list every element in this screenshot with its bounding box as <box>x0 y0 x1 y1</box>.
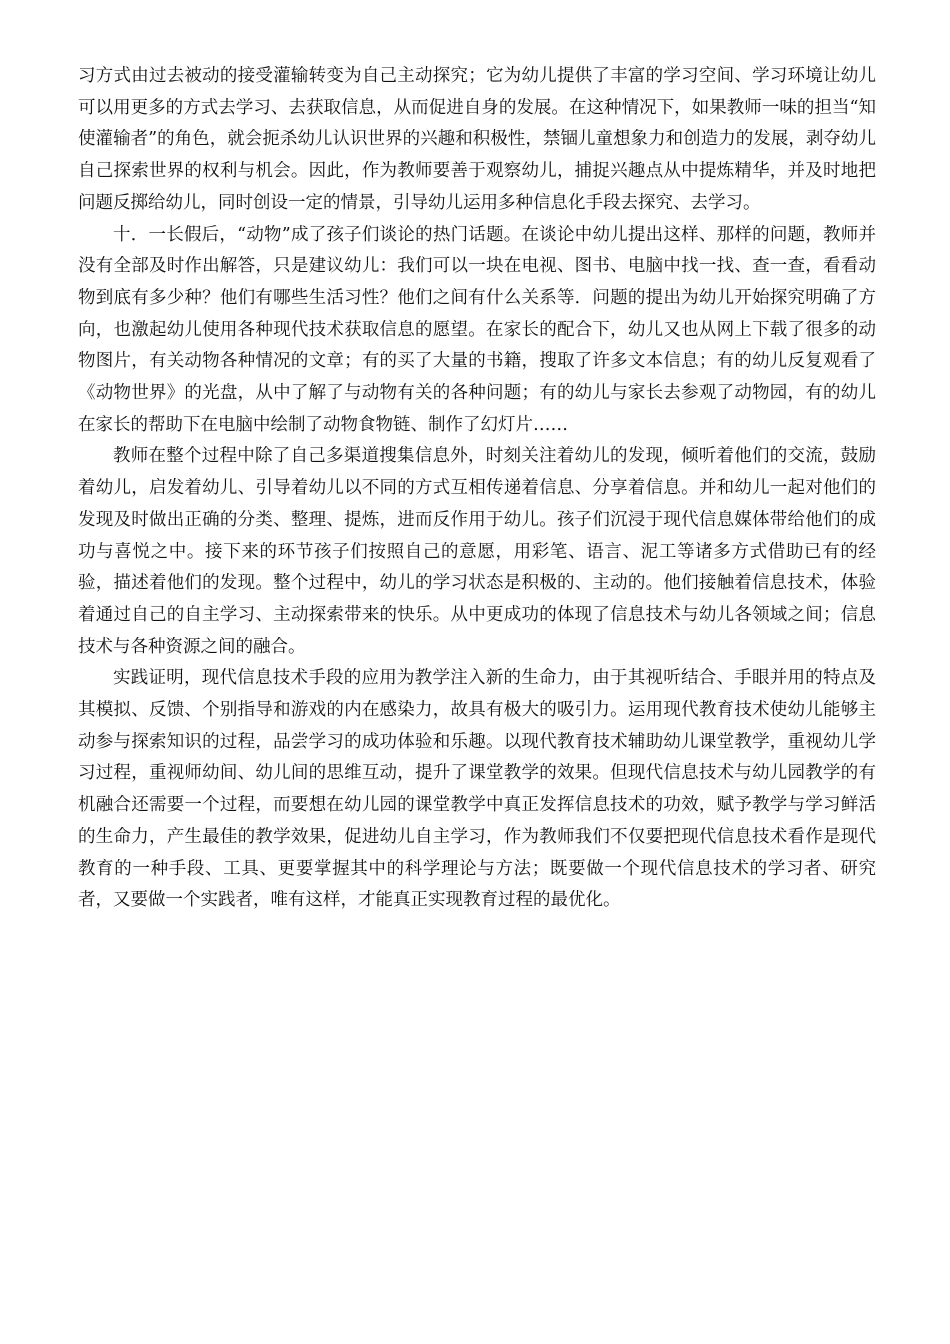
paragraph-teacher-role: 教师在整个过程中除了自己多渠道搜集信息外，时刻关注着幼儿的发现，倾听着他们的交流，鼓励着幼儿，启发着幼儿、引导着幼儿以不同的方式互相传递着信息、分享着信息。并和幼儿一起对他们的发现及时做出正确的分类、整理、提炼，进而反作用于幼儿。孩子们沉浸于现代信息媒体带给他们的成功与喜悦之中。接下来的环节孩子们按照自己的意愿，用彩笔、语言、泥工等诸多方式借助已有的经验，描述着他们的发现。整个过程中，幼儿的学习状态是积极的、主动的。他们接触着信息技术，体验着通过自己的自主学习、主动探索带来的快乐。从中更成功的体现了信息技术与幼儿各领域之间；信息技术与各种资源之间的融合。 <box>78 446 876 657</box>
paragraph-continuation: 习方式由过去被动的接受灌输转变为自己主动探究；它为幼儿提供了丰富的学习空间、学习环境让幼儿可以用更多的方式去学习、去获取信息，从而促进自身的发展。在这种情况下，如果教师一味的担当“知使灌输者”的角色，就会扼杀幼儿认识世界的兴趣和积极性，禁锢儿童想象力和创造力的发展，剥夺幼儿自己探索世界的权利与机会。因此，作为教师要善于观察幼儿，捕捉兴趣点从中提炼精华，并及时地把问题反掷给幼儿，同时创设一定的情景，引导幼儿运用多种信息化手段去探究、去学习。 <box>78 66 876 213</box>
paragraph-conclusion: 实践证明，现代信息技术手段的应用为教学注入新的生命力，由于其视听结合、手眼并用的特点及其模拟、反馈、个别指导和游戏的内在感染力，故具有极大的吸引力。运用现代教育技术使幼儿能够主动参与探索知识的过程，品尝学习的成功体验和乐趣。以现代教育技术辅助幼儿课堂教学，重视幼儿学习过程，重视师幼间、幼儿间的思维互动，提升了课堂教学的效果。但现代信息技术与幼儿园教学的有机融合还需要一个过程，而要想在幼儿园的课堂教学中真正发挥信息技术的功效，赋予教学与学习鲜活的生命力，产生最佳的教学效果，促进幼儿自主学习，作为教师我们不仅要把现代信息技术看作是现代教育的一种手段、工具、更要掌握其中的科学理论与方法；既要做一个现代信息技术的学习者、研究者，又要做一个实践者，唯有这样，才能真正实现教育过程的最优化。 <box>78 668 876 911</box>
document-page <box>78 61 876 917</box>
paragraph-animal-topic: 十．一长假后，“动物”成了孩子们谈论的热门话题。在谈论中幼儿提出这样、那样的问题，教师并没有全部及时作出解答，只是建议幼儿：我们可以一块在电视、图书、电脑中找一找、查一查，看看动物到底有多少种？他们有哪些生活习性？他们之间有什么关系等．问题的提出为幼儿开始探究明确了方向，也激起幼儿使用各种现代技术获取信息的愿望。在家长的配合下，幼儿又也从网上下载了很多的动物图片，有关动物各种情况的文章；有的买了大量的书籍，搜取了许多文本信息；有的幼儿反复观看了《动物世界》的光盘，从中了解了与动物有关的各种问题；有的幼儿与家长去参观了动物园，有的幼儿在家长的帮助下在电脑中绘制了动物食物链、制作了幻灯片…… <box>78 224 876 435</box>
